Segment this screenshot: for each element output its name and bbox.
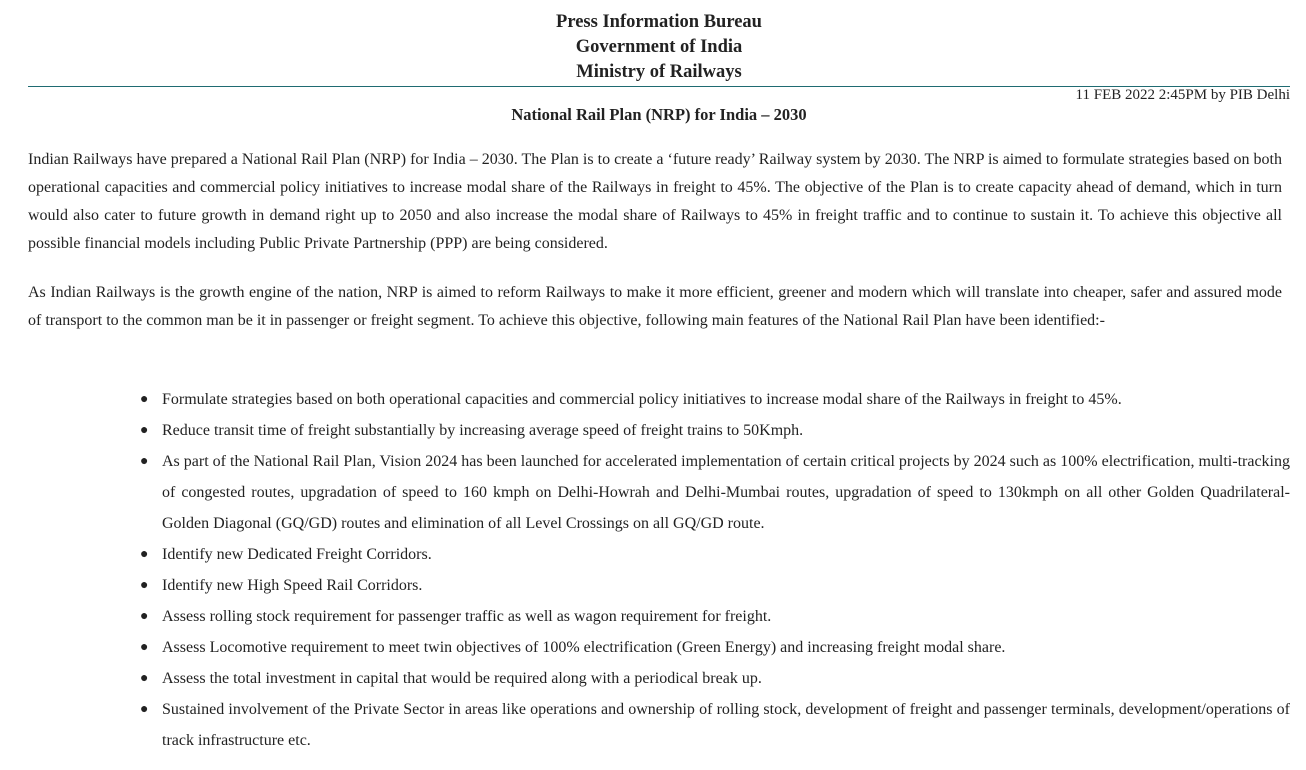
list-item-text: Identify new Dedicated Freight Corridors. xyxy=(162,546,432,563)
list-item xyxy=(140,539,1290,570)
intro-paragraph: Indian Railways have prepared a National Rail Plan (NRP) for India – 2030. The Plan is to create a ‘future ready’ Railway system by 2030. The NRP is aimed to formulate strategies based on both operational capacities and commercial policy initiatives to increase modal share of the Railways in freight to 45%. The objective of the Plan is to create capacity ahead of demand, which in turn would also cater to future growth in demand right up to 2050 and also increase the modal share of Railways to 45% in freight traffic and to continue to sustain it. To achieve this objective all possible financial models including Public Private Partnership (PPP) are being considered. xyxy=(28,151,1282,252)
feature-list xyxy=(140,384,1290,756)
list-item-text: Assess the total investment in capital that would be required along with a periodical break up. xyxy=(162,670,762,687)
list-item xyxy=(140,415,1290,446)
bullet-icon: ● xyxy=(140,640,149,655)
press-release-header xyxy=(0,10,1306,85)
list-item xyxy=(140,570,1290,601)
release-dateline: 11 FEB 2022 2:45PM by PIB Delhi xyxy=(1075,87,1290,103)
bullet-icon: ● xyxy=(140,702,149,717)
bullet-icon: ● xyxy=(140,671,149,686)
bullet-icon: ● xyxy=(140,609,149,624)
government-name: Government of India xyxy=(575,37,743,57)
bullet-icon: ● xyxy=(140,578,149,593)
bullet-icon: ● xyxy=(140,423,149,438)
list-item xyxy=(140,632,1290,663)
list-item xyxy=(140,446,1290,539)
page-title: National Rail Plan (NRP) for India – 2030 xyxy=(511,105,807,124)
bullet-icon: ● xyxy=(140,547,149,562)
list-item xyxy=(140,384,1290,415)
list-item-text: Reduce transit time of freight substantially by increasing average speed of freight trains to 50Kmph. xyxy=(162,422,804,439)
list-item xyxy=(140,663,1290,694)
organization-name: Press Information Bureau xyxy=(556,12,762,32)
list-item-text: Formulate strategies based on both operational capacities and commercial policy initiatives to increase modal share of the Railways in freight to 45%. xyxy=(162,391,1122,408)
ministry-name: Ministry of Railways xyxy=(576,62,742,82)
list-item-text: As part of the National Rail Plan, Vision 2024 has been launched for accelerated implementation of certain critical projects by 2024 such as 100% electrification, multi-tracking of congested routes, upgradation of speed to 160 kmph on Delhi-Howrah and Delhi-Mumbai routes, upgradation of speed to 130kmph on all other Golden Quadrilateral-Golden Diagonal (GQ/GD) routes and elimination of all Level Crossings on all GQ/GD route. xyxy=(162,453,1290,532)
list-item-text: Sustained involvement of the Private Sector in areas like operations and ownership of rolling stock, development of freight and passenger terminals, development/operations of track infrastructure etc. xyxy=(162,701,1290,749)
bullet-icon: ● xyxy=(140,454,149,469)
list-item xyxy=(140,601,1290,632)
list-item-text: Identify new High Speed Rail Corridors. xyxy=(162,577,423,594)
features-paragraph: As Indian Railways is the growth engine of the nation, NRP is aimed to reform Railways to make it more efficient, greener and modern which will translate into cheaper, safer and assured mode of transport to the common man be it in passenger or freight segment. To achieve this objective, following main features of the National Rail Plan have been identified:- xyxy=(28,284,1282,329)
list-item xyxy=(140,694,1290,756)
list-item-text: Assess rolling stock requirement for passenger traffic as well as wagon requirement for freight. xyxy=(162,608,772,625)
list-item-text: Assess Locomotive requirement to meet twin objectives of 100% electrification (Green Energy) and increasing freight modal share. xyxy=(162,639,1006,656)
bullet-icon: ● xyxy=(140,392,149,407)
